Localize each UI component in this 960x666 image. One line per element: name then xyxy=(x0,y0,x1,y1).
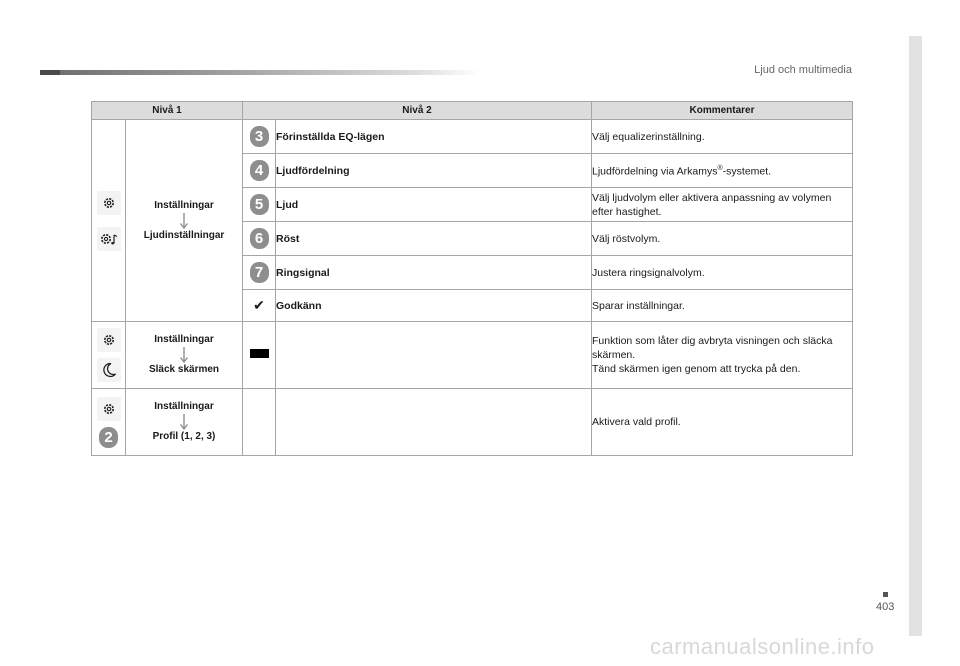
comment-text-end: -systemet. xyxy=(722,165,772,178)
option-comment xyxy=(592,154,853,188)
comment-line: Tänd skärmen igen genom att trycka på den. xyxy=(592,363,801,375)
moon-icon xyxy=(97,358,121,382)
option-comment: Välj röstvolym. xyxy=(592,222,853,256)
badge-cell-empty xyxy=(243,389,276,456)
settings-table xyxy=(91,101,853,456)
option-name-empty xyxy=(276,389,592,456)
level1-icon-cell xyxy=(92,389,126,456)
section-title: Ljud och multimedia xyxy=(754,64,852,76)
level1-icon-cell xyxy=(92,322,126,389)
level1-profile-label: Profil (1, 2, 3) xyxy=(152,431,216,442)
profile-badge: 2 xyxy=(99,427,118,448)
header-level1: Nivå 1 xyxy=(92,102,243,120)
badge-cell xyxy=(243,154,276,188)
option-name: Ringsignal xyxy=(276,256,592,290)
badge-cell xyxy=(243,290,276,322)
page-edge-bar xyxy=(909,36,922,636)
level1-settings-label: Inställningar xyxy=(154,334,214,345)
level1-icon-cell xyxy=(92,120,126,322)
table-row xyxy=(92,322,853,389)
badge-cell xyxy=(243,120,276,154)
table-header-row xyxy=(92,102,853,120)
watermark: carmanualsonline.info xyxy=(650,634,875,659)
option-comment: Justera ringsignalvolym. xyxy=(592,256,853,290)
arrow-down-icon xyxy=(126,212,242,230)
header-gradient-bar xyxy=(40,70,480,75)
option-comment: Sparar inställningar. xyxy=(592,290,853,322)
arrow-down-icon xyxy=(126,413,242,431)
option-name-empty xyxy=(276,322,592,389)
option-name: Ljud xyxy=(276,188,592,222)
level1-label-cell xyxy=(126,322,243,389)
table-row xyxy=(92,120,853,154)
level1-screen-off-label: Släck skärmen xyxy=(148,364,220,375)
step-badge: 4 xyxy=(250,160,269,181)
option-name: Godkänn xyxy=(276,290,592,322)
level1-label-cell xyxy=(126,120,243,322)
option-comment: Aktivera vald profil. xyxy=(592,389,853,456)
gear-icon xyxy=(97,397,121,421)
arrow-down-icon xyxy=(126,346,242,364)
comment-line: Funktion som låter dig avbryta visningen och släcka skärmen. xyxy=(592,335,833,361)
level1-settings-label: Inställningar xyxy=(154,199,214,211)
step-badge: 5 xyxy=(250,194,269,215)
header-level2: Nivå 2 xyxy=(243,102,592,120)
step-badge: 7 xyxy=(250,262,269,283)
level1-label-cell xyxy=(126,389,243,456)
gear-icon xyxy=(97,191,121,215)
badge-cell xyxy=(243,256,276,290)
gear-icon xyxy=(97,328,121,352)
badge-cell xyxy=(243,222,276,256)
page-number: 403 xyxy=(876,601,895,613)
check-icon: ✔ xyxy=(253,297,265,313)
header-comments: Kommentarer xyxy=(592,102,853,120)
option-comment: Välj equalizerinställning. xyxy=(592,120,853,154)
option-name: Röst xyxy=(276,222,592,256)
gear-music-icon xyxy=(97,227,121,251)
page-marker xyxy=(883,592,888,597)
step-badge: 6 xyxy=(250,228,269,249)
level1-sound-settings-label: Ljudinställningar xyxy=(143,229,225,241)
badge-cell xyxy=(243,322,276,389)
black-screen-icon xyxy=(250,349,269,358)
option-comment: Välj ljudvolym eller aktivera anpassning av volymen efter hastighet. xyxy=(592,188,853,222)
table-row xyxy=(92,389,853,456)
step-badge: 3 xyxy=(250,126,269,147)
badge-cell xyxy=(243,188,276,222)
option-name: Förinställda EQ-lägen xyxy=(276,120,592,154)
option-name: Ljudfördelning xyxy=(276,154,592,188)
registered-mark: ® xyxy=(717,165,723,173)
option-comment xyxy=(592,322,853,389)
comment-text: Ljudfördelning via Arkamys xyxy=(592,165,718,178)
level1-settings-label: Inställningar xyxy=(154,401,214,412)
